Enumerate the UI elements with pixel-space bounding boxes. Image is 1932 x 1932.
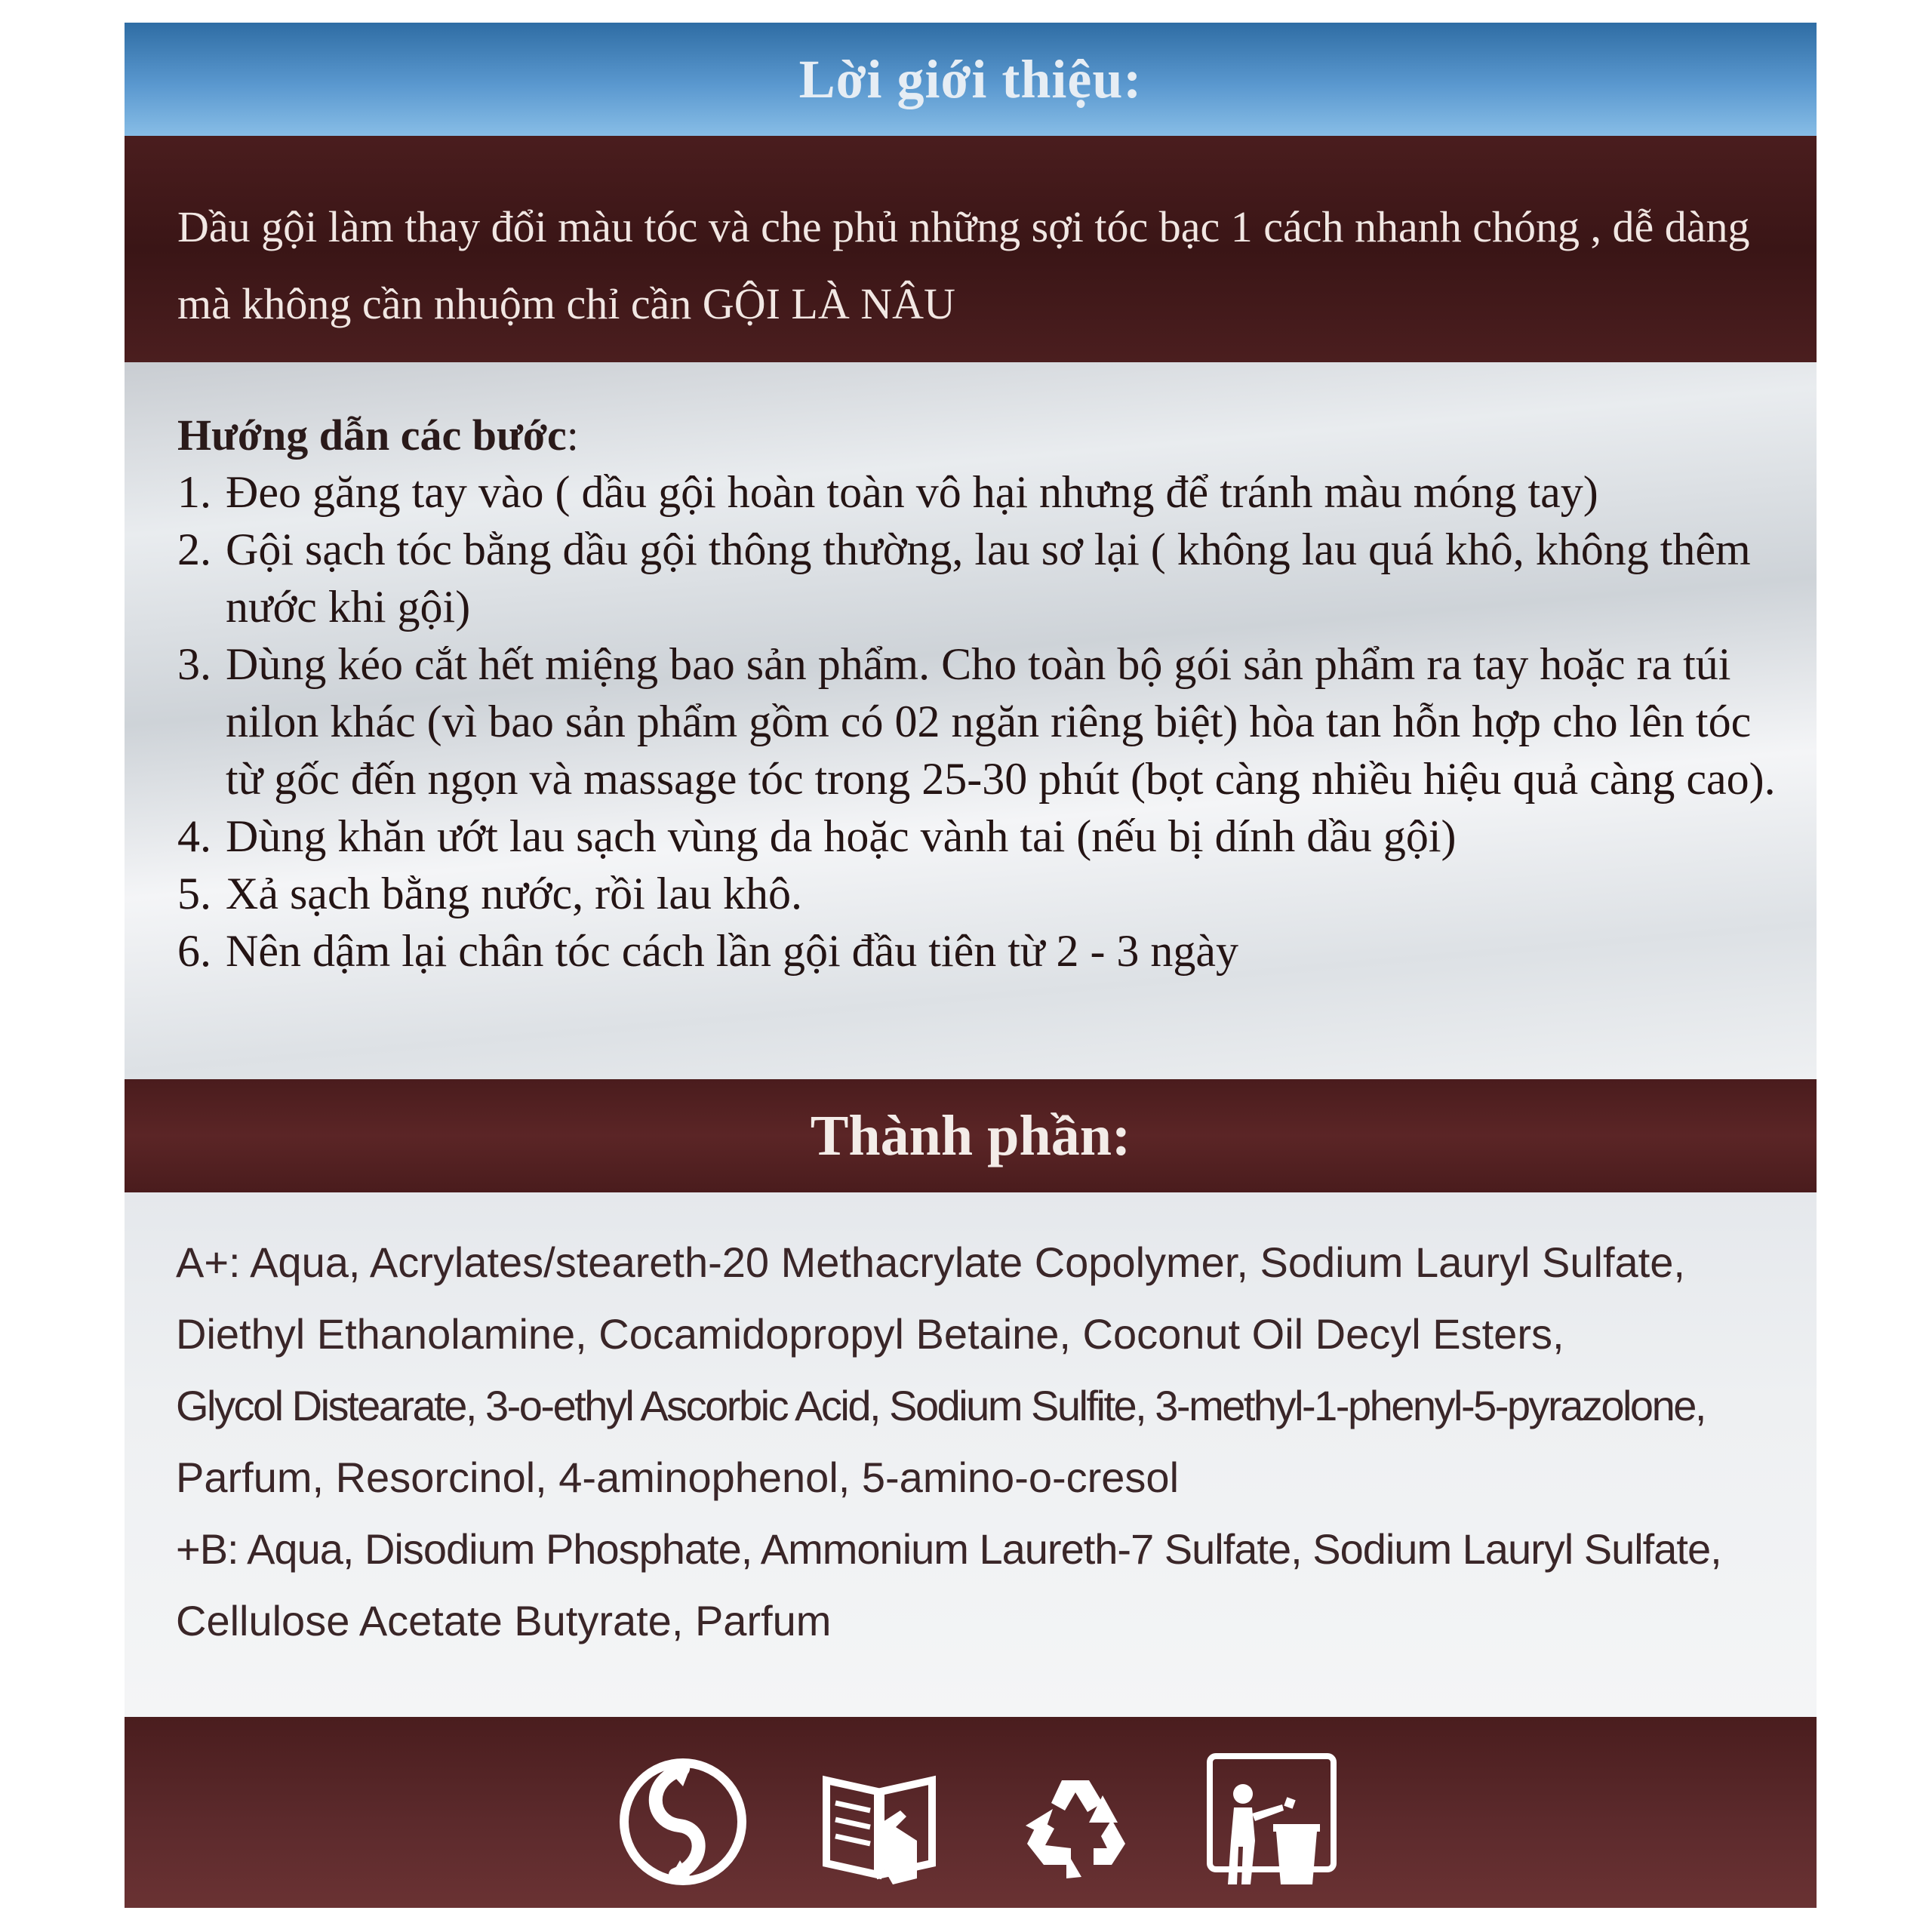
step-number: 6. — [177, 926, 211, 976]
instructions-title — [177, 408, 579, 463]
step-text: Nên dậm lại chân tóc cách lần gội đầu tiên từ 2 - 3 ngày — [226, 926, 1239, 976]
intro-text: Dầu gội làm thay đổi màu tóc và che phủ những sợi tóc bạc 1 cách nhanh chóng , dễ dàng mà không cần nhuộm chỉ cần GỘI LÀ NÂU — [177, 202, 1750, 328]
step-number: 3. — [177, 639, 211, 689]
step-item — [177, 808, 1786, 865]
step-item — [177, 922, 1786, 980]
instructions-title-text: Hướng dẫn các bước — [177, 411, 567, 460]
step-item — [177, 865, 1786, 922]
ingredients-line: +B: Aqua, Disodium Phosphate, Ammonium Laureth-7 Sulfate, Sodium Lauryl Sulfate, — [176, 1525, 1721, 1573]
tidyman-disposal-icon — [1204, 1750, 1340, 1894]
instructions-section — [125, 362, 1817, 1079]
intro-header-band — [125, 23, 1817, 136]
intro-text-band — [125, 136, 1817, 362]
step-number: 5. — [177, 869, 211, 918]
instructions-title-colon: : — [566, 411, 579, 460]
ingredients-line: Cellulose Acetate Butyrate, Parfum — [176, 1597, 832, 1644]
ingredients-line: A+: Aqua, Acrylates/steareth-20 Methacrylate Copolymer, Sodium Lauryl Sulfate, — [176, 1238, 1685, 1286]
step-number: 2. — [177, 525, 211, 574]
ingredients-section — [125, 1192, 1817, 1717]
intro-title: Lời giới thiệu: — [798, 48, 1143, 109]
step-text: Dùng khăn ướt lau sạch vùng da hoặc vành tai (nếu bị dính dầu gội) — [226, 811, 1457, 861]
instructions-list — [177, 463, 1786, 980]
footer-icons-band — [125, 1717, 1817, 1908]
ingredients-title: Thành phần: — [810, 1103, 1131, 1168]
ingredients-line: Parfum, Resorcinol, 4-aminophenol, 5-amino-o-cresol — [176, 1454, 1180, 1501]
ingredients-header-band — [125, 1079, 1817, 1192]
step-text: Đeo găng tay vào ( dầu gội hoàn toàn vô hại nhưng để tránh màu móng tay) — [226, 467, 1598, 517]
step-text: Dùng kéo cắt hết miệng bao sản phẩm. Cho toàn bộ gói sản phẩm ra tay hoặc ra túi nilon khác (vì bao sản phẩm gồm có 02 ngăn riêng biệt) hòa tan hỗn hợp cho lên tóc từ gốc đến ngọn và massage tóc trong 25-30 phút (bọt càng nhiều hiệu quả càng cao). — [226, 639, 1776, 804]
recycle-icon — [1008, 1750, 1143, 1894]
step-number: 1. — [177, 467, 211, 517]
step-item — [177, 521, 1786, 635]
step-item — [177, 635, 1786, 808]
step-item — [177, 463, 1786, 521]
step-text: Xả sạch bằng nước, rồi lau khô. — [226, 869, 803, 918]
step-text: Gội sạch tóc bằng dầu gội thông thường, lau sơ lại ( không lau quá khô, không thêm nước khi gội) — [226, 525, 1751, 632]
step-number: 4. — [177, 811, 211, 861]
ingredients-line: Glycol Distearate, 3-o-ethyl Ascorbic Acid, Sodium Sulfite, 3-methyl-1-phenyl-5-pyrazolone, — [176, 1382, 1705, 1429]
product-label-panel — [125, 23, 1817, 1908]
cycle-symbol-icon — [615, 1750, 751, 1894]
ingredients-line: Diethyl Ethanolamine, Cocamidopropyl Betaine, Coconut Oil Decyl Esters, — [176, 1310, 1564, 1358]
read-instructions-icon — [811, 1750, 947, 1894]
